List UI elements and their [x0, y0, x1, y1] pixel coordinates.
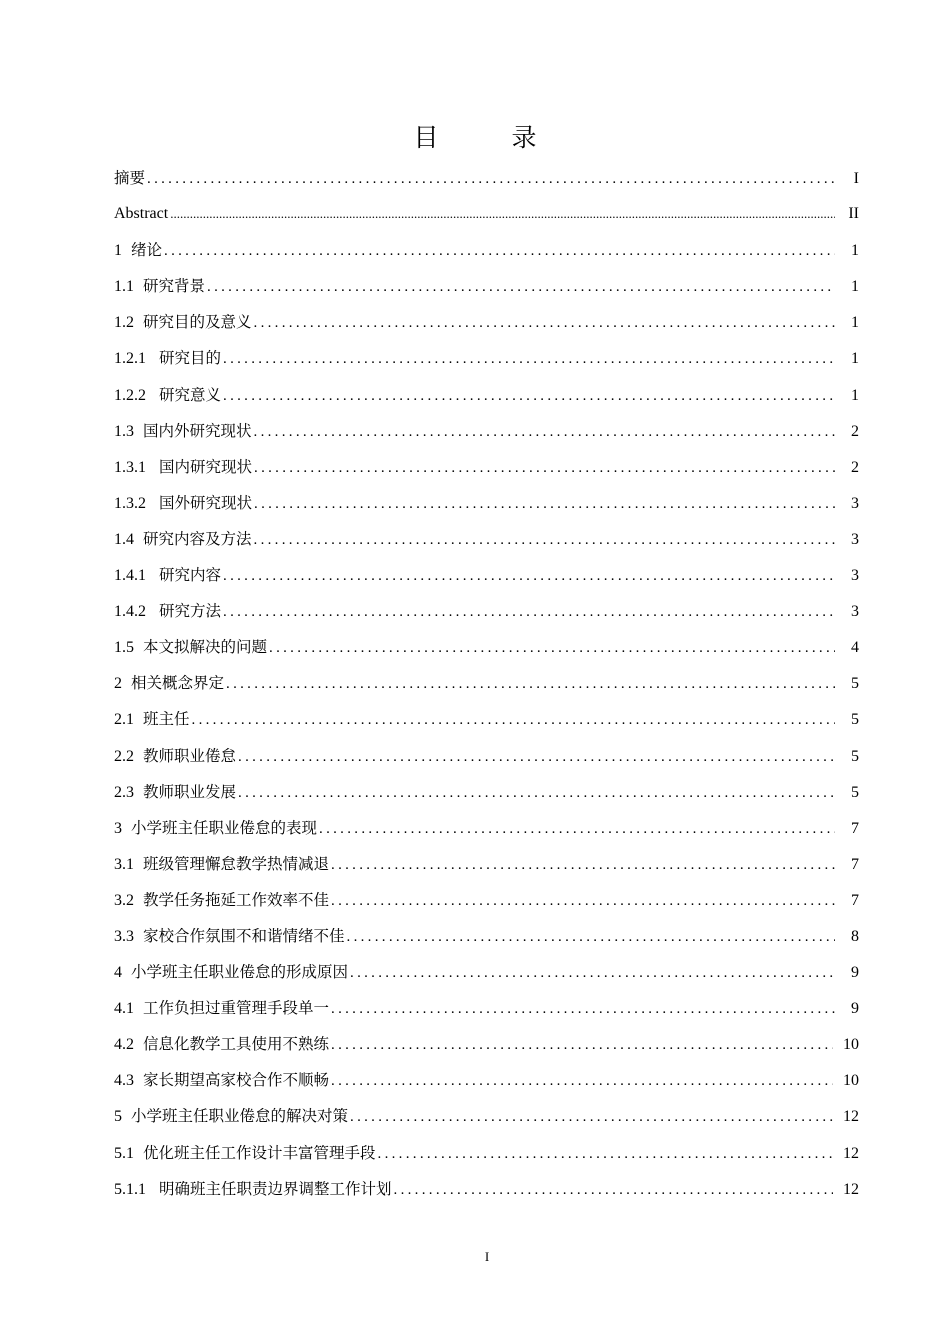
- dot-leader: [331, 883, 835, 919]
- toc-entry-number: 3: [114, 819, 122, 837]
- toc-entry[interactable]: [114, 1098, 859, 1134]
- toc-entry-page: 7: [851, 855, 859, 873]
- toc-entry-title: 研究内容: [159, 566, 222, 585]
- toc-entry[interactable]: [114, 990, 859, 1026]
- toc-entry-title: 班级管理懈怠教学热情减退: [143, 854, 330, 873]
- toc-entry[interactable]: [114, 665, 859, 701]
- toc-entry[interactable]: [114, 557, 859, 593]
- dot-leader: [269, 630, 835, 666]
- toc-entry-title: 研究目的及意义: [143, 313, 252, 332]
- toc-entry-number: 3.2: [114, 891, 134, 909]
- toc-entry-title: 教学任务拖延工作效率不佳: [143, 890, 330, 909]
- toc-entry-title: 家长期望高家校合作不顺畅: [143, 1071, 330, 1090]
- toc-entry[interactable]: [114, 196, 859, 232]
- toc-entry-page: II: [848, 205, 859, 223]
- toc-entry[interactable]: [114, 377, 859, 413]
- toc-entry-title: 明确班主任职责边界调整工作计划: [159, 1179, 392, 1198]
- dot-leader: [254, 414, 835, 450]
- toc-entry[interactable]: [114, 485, 859, 521]
- toc-entry-page: I: [853, 170, 859, 187]
- toc-entry-page: 4: [851, 639, 859, 657]
- dot-leader: [254, 305, 835, 341]
- toc-entry-number: 5.1: [114, 1144, 134, 1162]
- toc-entry[interactable]: [114, 882, 859, 918]
- toc-entry-page: 5: [851, 711, 859, 729]
- dot-leader: [254, 450, 835, 486]
- toc-entry-page: 5: [851, 747, 859, 765]
- dot-leader: [238, 739, 835, 775]
- toc-entry[interactable]: [114, 1062, 859, 1098]
- toc-entry-number: 1.4.2: [114, 603, 146, 621]
- toc-entry-title: 小学班主任职业倦怠的解决对策: [131, 1107, 349, 1126]
- dot-leader: [223, 341, 835, 377]
- dot-leader: [164, 233, 835, 269]
- toc-entry[interactable]: [114, 701, 859, 737]
- toc-entry[interactable]: [114, 449, 859, 485]
- toc-entry-number: 5.1.1: [114, 1180, 146, 1198]
- toc-entry-title: 研究方法: [159, 602, 222, 621]
- toc-entry-page: 10: [843, 1036, 859, 1054]
- dot-leader: [350, 1099, 833, 1135]
- toc-entry-page: 3: [851, 530, 859, 548]
- toc-entry-page: 7: [851, 891, 859, 909]
- toc-entry[interactable]: [114, 1026, 859, 1062]
- toc-entry-title: 摘要: [114, 169, 146, 187]
- dot-leader: [147, 161, 835, 197]
- toc-entry[interactable]: [114, 846, 859, 882]
- toc-entry-page: 12: [843, 1108, 859, 1126]
- toc-entry[interactable]: [114, 918, 859, 954]
- toc-entry[interactable]: [114, 954, 859, 990]
- dot-leader: [347, 919, 835, 955]
- toc-entry-number: 1.3.1: [114, 458, 146, 476]
- toc-entry-title: 优化班主任工作设计丰富管理手段: [143, 1143, 376, 1162]
- dot-leader: [223, 558, 835, 594]
- toc-entry-page: 8: [851, 927, 859, 945]
- toc-entry-page: 2: [851, 422, 859, 440]
- toc-entry-page: 9: [851, 1000, 859, 1018]
- dot-leader: [254, 486, 835, 522]
- toc-entry-title: 国内外研究现状: [143, 421, 252, 440]
- toc-entry-page: 9: [851, 964, 859, 982]
- toc-entry-title: 国内研究现状: [159, 457, 253, 476]
- toc-entry-number: 1: [114, 242, 122, 260]
- toc-entry-number: 5: [114, 1108, 122, 1126]
- toc-entry-title: 绪论: [131, 241, 163, 260]
- toc-entry-number: 1.1: [114, 278, 134, 296]
- dot-leader: [207, 269, 835, 305]
- dot-leader: [226, 666, 835, 702]
- toc-entry-title: 研究目的: [159, 349, 222, 368]
- toc-entry-title: 家校合作氛围不和谐情绪不佳: [143, 926, 345, 945]
- toc-entry-number: 1.3.2: [114, 494, 146, 512]
- toc-entry[interactable]: [114, 413, 859, 449]
- toc-entry-page: 12: [843, 1180, 859, 1198]
- toc-entry-title: 研究背景: [143, 277, 206, 296]
- toc-entry-title: 研究意义: [159, 385, 222, 404]
- dot-leader: [238, 775, 835, 811]
- toc-entry[interactable]: [114, 1171, 859, 1207]
- toc-entry-title: 研究内容及方法: [143, 529, 252, 548]
- dot-leader: [223, 378, 835, 414]
- toc-entry-number: 1.2.2: [114, 386, 146, 404]
- toc-entry[interactable]: [114, 160, 859, 196]
- toc-entry-title: 工作负担过重管理手段单一: [143, 999, 330, 1018]
- toc-entry-number: 1.3: [114, 422, 134, 440]
- toc-entry-title: Abstract: [114, 205, 169, 223]
- toc-entry[interactable]: [114, 629, 859, 665]
- toc-entry-number: 2.1: [114, 711, 134, 729]
- dot-leader: [331, 1063, 833, 1099]
- toc-entry-number: 4: [114, 964, 122, 982]
- toc-entry-number: 3.1: [114, 855, 134, 873]
- toc-entry[interactable]: [114, 1135, 859, 1171]
- toc-entry-page: 5: [851, 675, 859, 693]
- dot-leader: [223, 594, 835, 630]
- toc-entry-page: 3: [851, 603, 859, 621]
- toc-entry-number: 2.3: [114, 783, 134, 801]
- toc-entry-page: 2: [851, 458, 859, 476]
- toc-entry-number: 4.3: [114, 1072, 134, 1090]
- dot-leader: [331, 847, 835, 883]
- toc-entry-title: 小学班主任职业倦怠的形成原因: [131, 963, 349, 982]
- dot-leader: [319, 811, 835, 847]
- toc-entry[interactable]: [114, 593, 859, 629]
- toc-entry-page: 3: [851, 494, 859, 512]
- toc-list: [114, 160, 859, 1207]
- toc-entry-number: 1.5: [114, 639, 134, 657]
- toc-entry-title: 小学班主任职业倦怠的表现: [131, 818, 318, 837]
- toc-entry-page: 5: [851, 783, 859, 801]
- toc-entry-number: 1.2: [114, 314, 134, 332]
- toc-entry-page: 1: [851, 314, 859, 332]
- toc-entry-title: 班主任: [143, 710, 190, 729]
- toc-entry-page: 12: [843, 1144, 859, 1162]
- toc-entry-page: 1: [851, 242, 859, 260]
- toc-entry[interactable]: [114, 304, 859, 340]
- toc-entry[interactable]: [114, 340, 859, 376]
- toc-entry-page: 1: [851, 386, 859, 404]
- toc-entry-number: 4.2: [114, 1036, 134, 1054]
- toc-entry[interactable]: [114, 738, 859, 774]
- toc-entry-title: 本文拟解决的问题: [143, 638, 268, 657]
- toc-entry[interactable]: [114, 232, 859, 268]
- dot-leader: [192, 702, 835, 738]
- toc-title: 目 录: [413, 123, 561, 152]
- toc-entry[interactable]: [114, 810, 859, 846]
- toc-entry-number: 1.4: [114, 530, 134, 548]
- dot-leader: [378, 1136, 833, 1172]
- toc-entry-page: 3: [851, 567, 859, 585]
- toc-entry-page: 7: [851, 819, 859, 837]
- dot-leader: [394, 1172, 833, 1208]
- toc-entry-title: 国外研究现状: [159, 493, 253, 512]
- toc-entry-title: 相关概念界定: [131, 674, 225, 693]
- toc-entry-number: 1.2.1: [114, 350, 146, 368]
- toc-entry[interactable]: [114, 774, 859, 810]
- toc-entry-number: 4.1: [114, 1000, 134, 1018]
- toc-entry-page: 1: [851, 278, 859, 296]
- toc-entry-title: 教师职业倦怠: [143, 746, 237, 765]
- toc-entry[interactable]: [114, 268, 859, 304]
- dot-leader: [254, 522, 835, 558]
- footer-page-number: I: [484, 1249, 490, 1264]
- dot-leader: [331, 991, 835, 1027]
- toc-entry[interactable]: [114, 521, 859, 557]
- dot-leader: [331, 1027, 833, 1063]
- toc-entry-number: 1.4.1: [114, 567, 146, 585]
- toc-entry-page: 10: [843, 1072, 859, 1090]
- toc-entry-number: 2: [114, 675, 122, 693]
- dot-leader: [170, 196, 835, 232]
- toc-entry-title: 教师职业发展: [143, 782, 237, 801]
- toc-entry-page: 1: [851, 350, 859, 368]
- toc-entry-title: 信息化教学工具使用不熟练: [143, 1035, 330, 1054]
- toc-entry-number: 3.3: [114, 927, 134, 945]
- toc-entry-number: 2.2: [114, 747, 134, 765]
- dot-leader: [350, 955, 835, 991]
